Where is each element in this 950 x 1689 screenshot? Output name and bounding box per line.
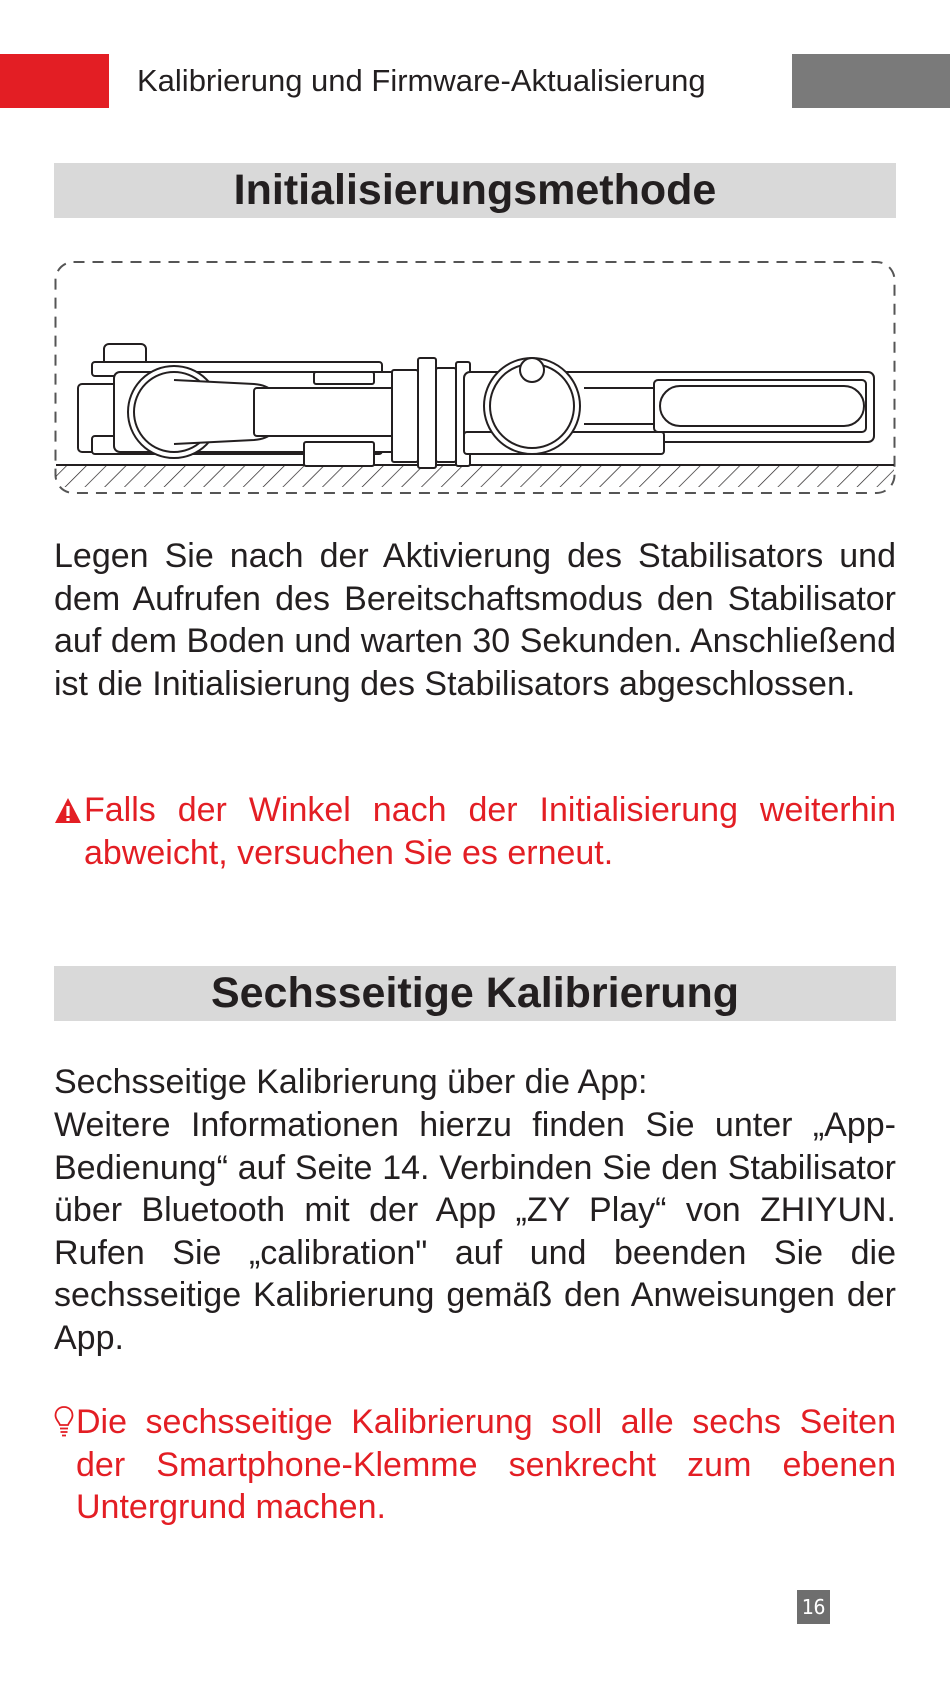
stabilizer-lying-illustration	[54, 260, 896, 496]
tip-text: Die sechsseitige Kalibrierung soll alle sechs Seiten der Smartphone-Klemme senkrecht zum ebenen Untergrund machen.	[76, 1403, 896, 1526]
page-number: 16	[797, 1590, 830, 1624]
header-red-block	[0, 54, 109, 108]
header-grey-block	[792, 54, 950, 108]
section-heading-initialization: Initialisierungsmethode	[54, 163, 896, 218]
warning-triangle-icon	[54, 793, 82, 836]
section-heading-six-side-calibration: Sechsseitige Kalibrierung	[54, 966, 896, 1021]
tip-note	[54, 1401, 896, 1529]
warning-note	[54, 789, 896, 874]
calibration-instructions: Weitere Informationen hierzu finden Sie unter „App-Bedienung“ auf Seite 14. Verbinden Sie den Stabilisator über Bluetooth mit der App „ZY Play“ von ZHIYUN. Rufen Sie „calibration" auf und beenden Sie die sechsseitige Kalibrierung gemäß den Anweisungen der App.	[54, 1106, 896, 1357]
warning-text: Falls der Winkel nach der Initialisierung weiterhin abweicht, versuchen Sie es erneut.	[84, 791, 896, 872]
initialization-instructions: Legen Sie nach der Aktivierung des Stabilisators und dem Aufrufen des Bereitschaftsmodus den Stabilisator auf dem Boden und warten 30 Sekunden. Anschließend ist die Initialisierung des Stabilisators abgeschlossen.	[54, 537, 896, 703]
calibration-intro: Sechsseitige Kalibrierung über die App:	[54, 1063, 648, 1101]
lightbulb-icon	[54, 1405, 74, 1448]
page-header-title: Kalibrierung und Firmware-Aktualisierung	[137, 63, 706, 98]
